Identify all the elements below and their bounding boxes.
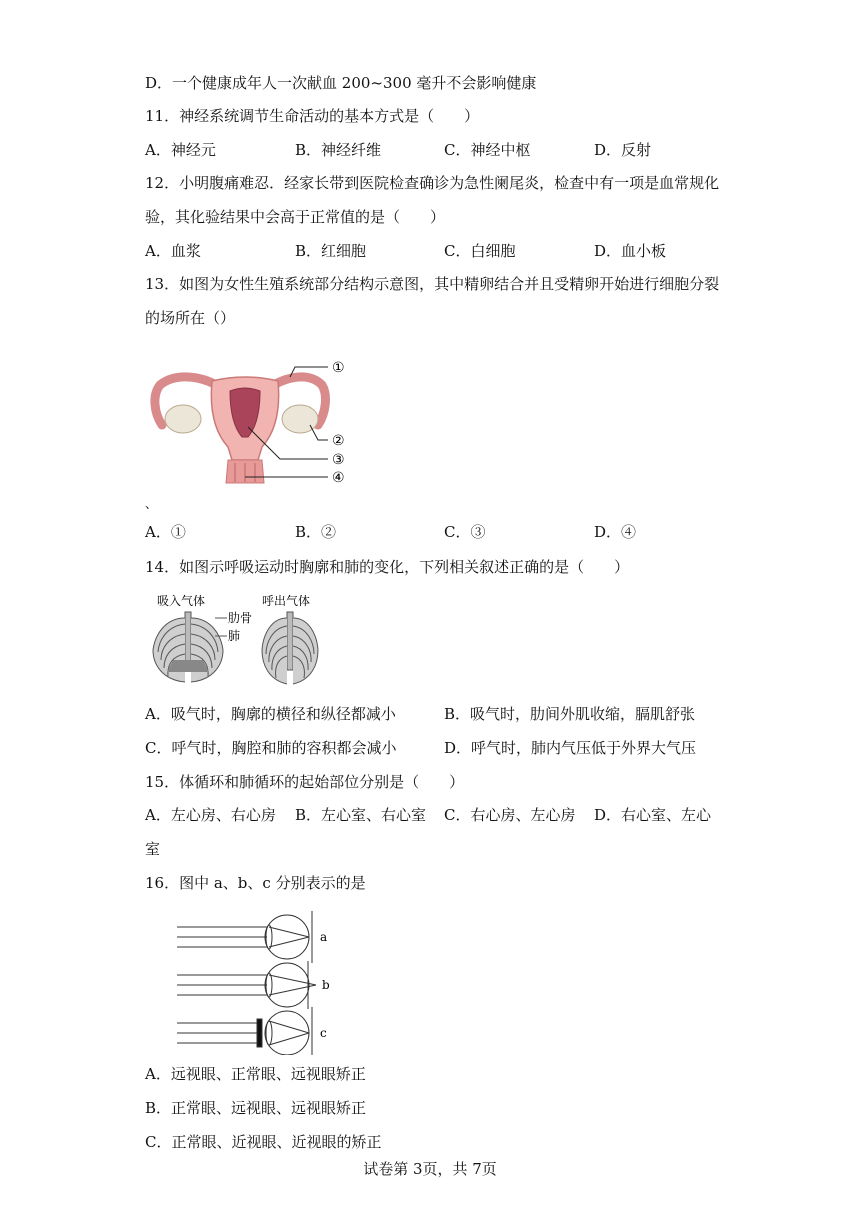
q16-option-a: A．远视眼、正常眼、远视眼矫正 [145,1065,366,1083]
q15-option-d: D．右心室、左心 [594,806,712,824]
q12-option-d: D．血小板 [594,242,667,260]
q13-option-a: A．① [145,523,186,541]
question-11: 11．神经系统调节生命活动的基本方式是（ ） [145,107,480,125]
page-footer: 试卷第 3页，共 7页 [363,1160,497,1178]
fig14-rib-label: 肋骨 [228,611,253,625]
q13-option-d: D．④ [594,523,637,541]
question-13-line2: 的场所在（） [145,309,236,327]
eye-focus-figure [172,905,342,1055]
q11-option-c: C．神经中枢 [444,141,531,159]
fig16-label-b: b [322,978,330,992]
eye-b [177,961,316,1009]
q14-option-b: B．吸气时，肋间外肌收缩，膈肌舒张 [444,705,696,723]
stray-mark: 、 [145,497,158,511]
q11-option-a: A．神经元 [145,141,216,159]
q16-option-c: C．正常眼、近视眼、近视眼的矫正 [145,1133,382,1151]
eye-c [177,1007,312,1055]
fig16-label-a: a [320,930,328,944]
question-15: 15．体循环和肺循环的起始部位分别是（ ） [145,773,465,791]
q12-option-b: B．红细胞 [295,242,367,260]
question-12-line2: 验，其化验结果中会高于正常值的是（ ） [145,208,446,226]
q15-option-c: C．右心房、左心房 [444,806,576,824]
breathing-ribcage-figure [145,590,335,690]
q14-option-c: C．呼气时，胸腔和肺的容积都会减小 [145,739,397,757]
ribcage-inhale [153,612,223,682]
q14-option-d: D．呼气时，肺内气压低于外界大气压 [444,739,697,757]
fig13-label-1: ① [332,360,345,376]
fig16-label-c: c [320,1026,327,1040]
question-12-line1: 12．小明腹痛难忍．经家长带到医院检查确诊为急性阑尾炎，检查中有一项是血常规化 [145,174,720,192]
q12-option-a: A．血浆 [145,242,201,260]
fig14-inhale-label: 吸入气体 [157,594,206,608]
question-13-line1: 13．如图为女性生殖系统部分结构示意图，其中精卵结合并且受精卵开始进行细胞分裂 [145,275,720,293]
eye-a [177,911,312,963]
q13-option-c: C．③ [444,523,486,541]
q15-option-d-wrap: 室 [145,840,161,858]
q14-option-a: A．吸气时，胸廓的横径和纵径都减小 [145,705,396,723]
female-reproductive-system-figure [150,355,360,490]
question-14: 14．如图示呼吸运动时胸廓和肺的变化，下列相关叙述正确的是（ ） [145,558,630,576]
q15-option-b: B．左心室、右心室 [295,806,427,824]
q11-option-b: B．神经纤维 [295,141,382,159]
fig13-label-2: ② [332,433,345,449]
fig14-lung-label: 肺 [228,629,241,643]
q16-option-b: B．正常眼、远视眼、远视眼矫正 [145,1099,367,1117]
q13-option-b: B．② [295,523,337,541]
fig14-exhale-label: 呼出气体 [262,594,311,608]
fig13-label-3: ③ [332,452,345,468]
option-d-q10: D．一个健康成年人一次献血 200~300 毫升不会影响健康 [145,74,537,92]
q11-option-d: D．反射 [594,141,652,159]
q15-option-a: A．左心房、右心房 [145,806,276,824]
fig13-label-4: ④ [332,470,345,486]
q12-option-c: C．白细胞 [444,242,516,260]
ribcage-exhale [262,612,318,684]
question-16: 16．图中 a、b、c 分别表示的是 [145,874,366,892]
